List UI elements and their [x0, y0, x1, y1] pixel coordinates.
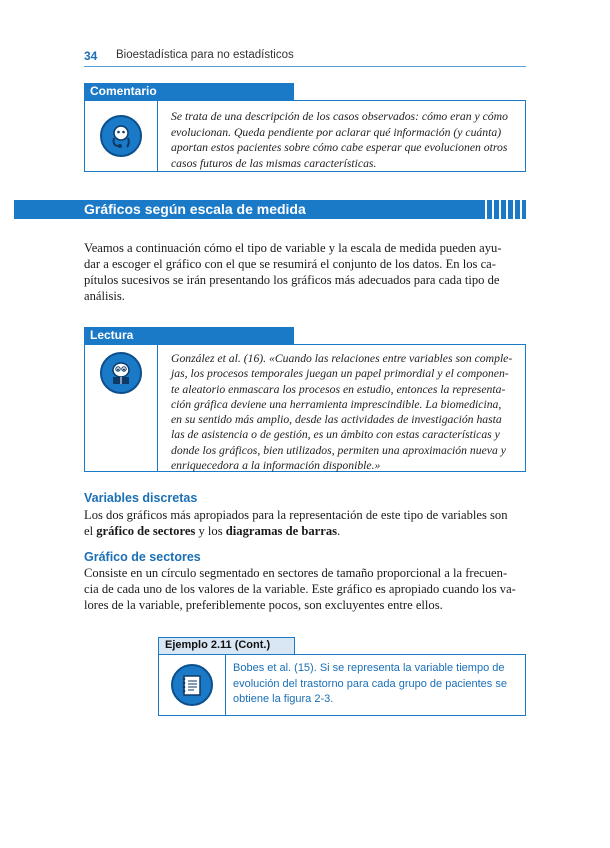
grafico-sectores-heading: Gráfico de sectores — [84, 550, 201, 564]
lectura-line: González et al. (16). «Cuando las relaciones entre variables son comple- — [171, 352, 513, 365]
comentario-line: Se trata de una descripción de los casos observados: cómo eran y cómo — [171, 110, 508, 123]
comentario-line: evolucionan. Queda pendiente por aclarar qué información (y cuánta) — [171, 125, 502, 139]
reading-character-icon — [100, 352, 142, 394]
ejemplo-box — [158, 654, 526, 716]
page-number: 34 — [84, 49, 98, 63]
section-heading-bar — [14, 200, 526, 219]
lectura-line: las de asistencia o de gestión, es un ámbito con estas características y — [171, 428, 500, 442]
lectura-line: donde los gráficos, bien utilizados, permiten una aproximación nueva y — [171, 443, 506, 457]
lectura-tab: Lectura — [84, 327, 294, 344]
intro-line: análisis. — [84, 289, 125, 303]
comentario-line: casos futuros de las mismas características. — [171, 156, 377, 170]
comentario-tab: Comentario — [84, 83, 294, 100]
lectura-line: jas, los procesos temporales juegan un papel primordial y el componen- — [171, 367, 509, 381]
bold-term: gráfico de sectores — [96, 524, 196, 538]
grafico-sectores-line: lores de la variable, preferiblemente pocos, son excluyentes entre ellos. — [84, 598, 443, 612]
intro-line: Veamos a continuación cómo el tipo de variable y la escala de medida pueden ayu- — [84, 241, 502, 255]
running-header — [84, 48, 526, 67]
variables-discretas-heading: Variables discretas — [84, 491, 198, 505]
ejemplo-line: Bobes et al. (15). Si se representa la variable tiempo de — [233, 662, 505, 674]
ejemplo-tab: Ejemplo 2.11 (Cont.) — [158, 637, 295, 654]
lectura-line: te aleatorio enmascara los procesos en estudio, entonces la representa- — [171, 382, 506, 396]
text-fragment: . — [337, 524, 341, 538]
variables-discretas-line — [84, 523, 526, 539]
bold-term: diagramas de barras — [225, 524, 338, 538]
lectura-box — [84, 344, 526, 472]
ejemplo-line: evolución del trastorno para cada grupo de pacientes se — [233, 677, 507, 690]
intro-paragraph — [84, 240, 526, 304]
lectura-line: en su sentido más amplio, desde las actividades de investigación hasta — [171, 413, 502, 427]
text-fragment: el — [84, 524, 97, 538]
intro-line: pítulos sucesivos se irán presentando los gráficos más adecuados para cada tipo de — [84, 273, 500, 287]
notebook-icon — [171, 664, 213, 706]
ejemplo-line: obtiene la figura 2-3. — [233, 693, 334, 705]
decorative-stripes — [480, 200, 526, 219]
running-title: Bioestadística para no estadísticos — [116, 49, 294, 61]
text-fragment: y los — [195, 524, 226, 538]
section-title: Gráficos según escala de medida — [84, 201, 306, 217]
variables-discretas-line: Los dos gráficos más apropiados para la representación de este tipo de variables son — [84, 508, 508, 522]
grafico-sectores-line: Consiste en un círculo segmentado en sectores de tamaño proporcional a la frecuen- — [84, 566, 508, 580]
grafico-sectores-line: cia de cada uno de los valores de la variable. Este gráfico es apropiado cuando los va- — [84, 582, 516, 596]
variables-discretas-paragraph — [84, 507, 526, 539]
lectura-icon-column — [85, 345, 158, 471]
comentario-line: aportan estos pacientes sobre cómo cabe esperar que evolucionen otros — [171, 141, 508, 154]
comentario-icon-column — [85, 101, 158, 171]
intro-line: dar a escoger el gráfico con el que se resumirá el conjunto de los datos. En los ca- — [84, 257, 496, 271]
grafico-sectores-paragraph — [84, 565, 526, 613]
lectura-line: ción gráfica deviene una herramienta imprescindible. La biomedicina, — [171, 397, 502, 411]
comentario-box — [84, 100, 526, 172]
doctor-stethoscope-icon — [100, 115, 142, 157]
lectura-line: enriquecedora a la información disponible.» — [171, 459, 381, 473]
ejemplo-icon-column — [159, 655, 226, 715]
